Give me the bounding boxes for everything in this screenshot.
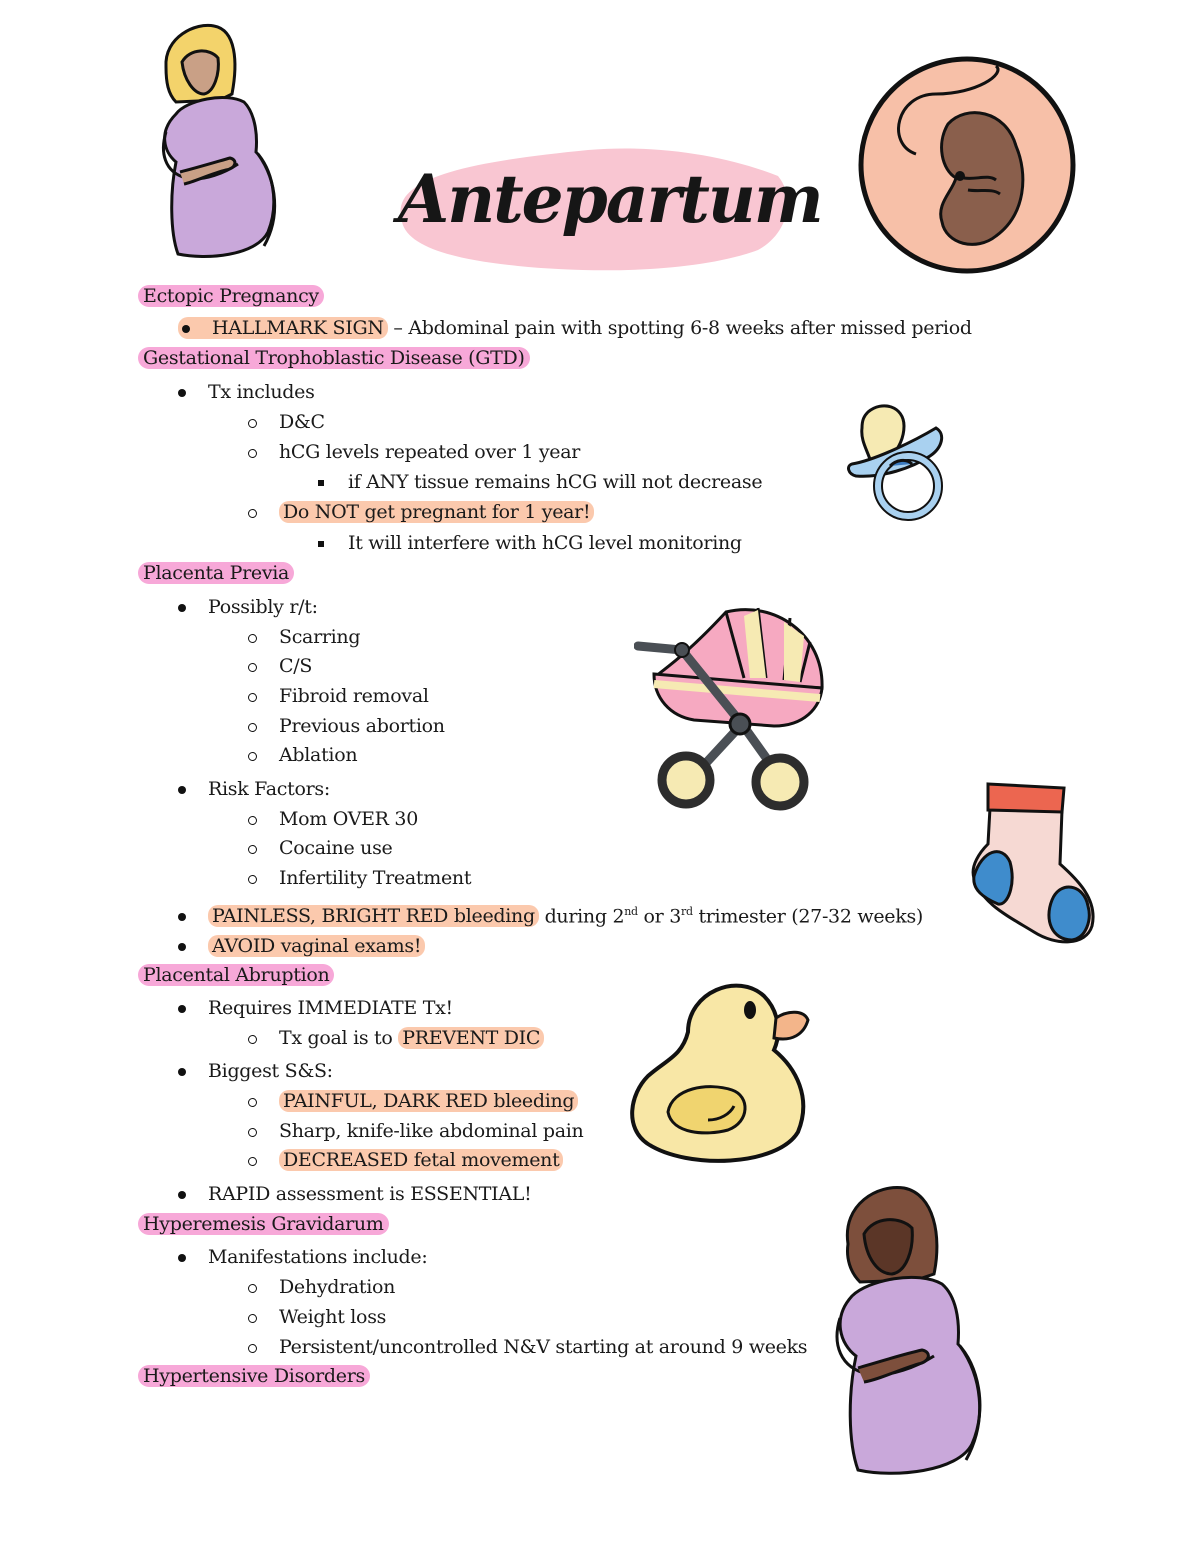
list-item: Manifestations include: <box>178 1244 427 1270</box>
section-heading-ectopic: Ectopic Pregnancy <box>138 283 324 309</box>
bullet-circle <box>248 1314 257 1323</box>
list-item: Sharp, knife-like abdominal pain <box>248 1118 583 1144</box>
bullet-square <box>318 541 324 547</box>
bullet-circle <box>248 723 257 732</box>
bullet-circle <box>248 1157 257 1166</box>
list-item: Tx goal is to PREVENT DIC <box>248 1025 544 1051</box>
section-heading-previa: Placenta Previa <box>138 560 294 586</box>
bullet-dot <box>178 389 186 397</box>
list-item: Fibroid removal <box>248 683 429 709</box>
list-item: Weight loss <box>248 1304 386 1330</box>
list-item: Risk Factors: <box>178 776 330 802</box>
pacifier-icon <box>846 400 952 526</box>
section-heading-hypertensive: Hypertensive Disorders <box>138 1363 370 1389</box>
list-item: Mom OVER 30 <box>248 806 418 832</box>
bullet-circle <box>248 1284 257 1293</box>
bullet-circle <box>248 1344 257 1353</box>
bullet-dot <box>178 1068 186 1076</box>
bullet-dot <box>178 913 186 921</box>
bullet-circle <box>248 1098 257 1107</box>
list-item: D&C <box>248 409 325 435</box>
list-item: Possibly r/t: <box>178 594 318 620</box>
pregnant-woman-blonde-icon <box>146 22 286 262</box>
bullet-circle <box>248 875 257 884</box>
list-item: Do NOT get pregnant for 1 year! <box>248 499 594 525</box>
title-banner <box>398 138 822 276</box>
bullet-circle <box>248 845 257 854</box>
bullet-dot <box>178 604 186 612</box>
list-item: Previous abortion <box>248 713 445 739</box>
list-item: PAINFUL, DARK RED bleeding <box>248 1088 578 1114</box>
list-item: hCG levels repeated over 1 year <box>248 439 580 465</box>
section-heading-gtd: Gestational Trophoblastic Disease (GTD) <box>138 345 530 371</box>
list-item: RAPID assessment is ESSENTIAL! <box>178 1181 531 1207</box>
list-item: Scarring <box>248 624 360 650</box>
list-item: if ANY tissue remains hCG will not decrease <box>318 469 762 495</box>
bullet-circle <box>248 1035 257 1044</box>
bullet-circle <box>248 663 257 672</box>
list-item: AVOID vaginal exams! <box>178 933 425 959</box>
list-item: Requires IMMEDIATE Tx! <box>178 995 453 1021</box>
list-item: Ablation <box>248 742 357 768</box>
fetus-in-womb-icon <box>856 54 1078 276</box>
bullet-dot <box>178 1005 186 1013</box>
bullet-dot <box>178 1254 186 1262</box>
bullet-circle <box>248 419 257 428</box>
list-item: Persistent/uncontrolled N&V starting at around 9 weeks <box>248 1334 807 1360</box>
bullet-circle <box>248 752 257 761</box>
bullet-dot <box>178 786 186 794</box>
list-item: PAINLESS, BRIGHT RED bleeding during 2nd or 3rd trimester (27-32 weeks) <box>178 899 923 929</box>
list-item: C/S <box>248 653 312 679</box>
section-heading-abruption: Placental Abruption <box>138 962 334 988</box>
rubber-duck-icon <box>628 972 814 1168</box>
bullet-circle <box>248 816 257 825</box>
list-item: Tx includes <box>178 379 315 405</box>
bullet-circle <box>248 1128 257 1137</box>
list-item: Biggest S&S: <box>178 1058 333 1084</box>
bullet-circle <box>248 509 257 518</box>
list-item: Dehydration <box>248 1274 395 1300</box>
bullet-circle <box>248 634 257 643</box>
bullet-circle <box>248 449 257 458</box>
pregnant-woman-brunette-icon <box>818 1184 988 1478</box>
bullet-dot <box>178 1191 186 1199</box>
list-item: It will interfere with hCG level monitoring <box>318 530 742 556</box>
baby-sock-icon <box>968 780 1098 948</box>
list-item: HALLMARK SIGN – Abdominal pain with spotting 6-8 weeks after missed period <box>178 315 972 341</box>
section-heading-hyperemesis: Hyperemesis Gravidarum <box>138 1211 389 1237</box>
list-item: Infertility Treatment <box>248 865 471 891</box>
page-title: Antepartum <box>398 160 822 238</box>
bullet-square <box>318 480 324 486</box>
bullet-dot <box>178 943 186 951</box>
bullet-circle <box>248 693 257 702</box>
list-item: Cocaine use <box>248 835 392 861</box>
list-item: DECREASED fetal movement <box>248 1147 563 1173</box>
hallmark-highlight: HALLMARK SIGN <box>178 317 388 339</box>
baby-stroller-icon <box>634 604 828 814</box>
bullet-dot <box>182 325 190 333</box>
